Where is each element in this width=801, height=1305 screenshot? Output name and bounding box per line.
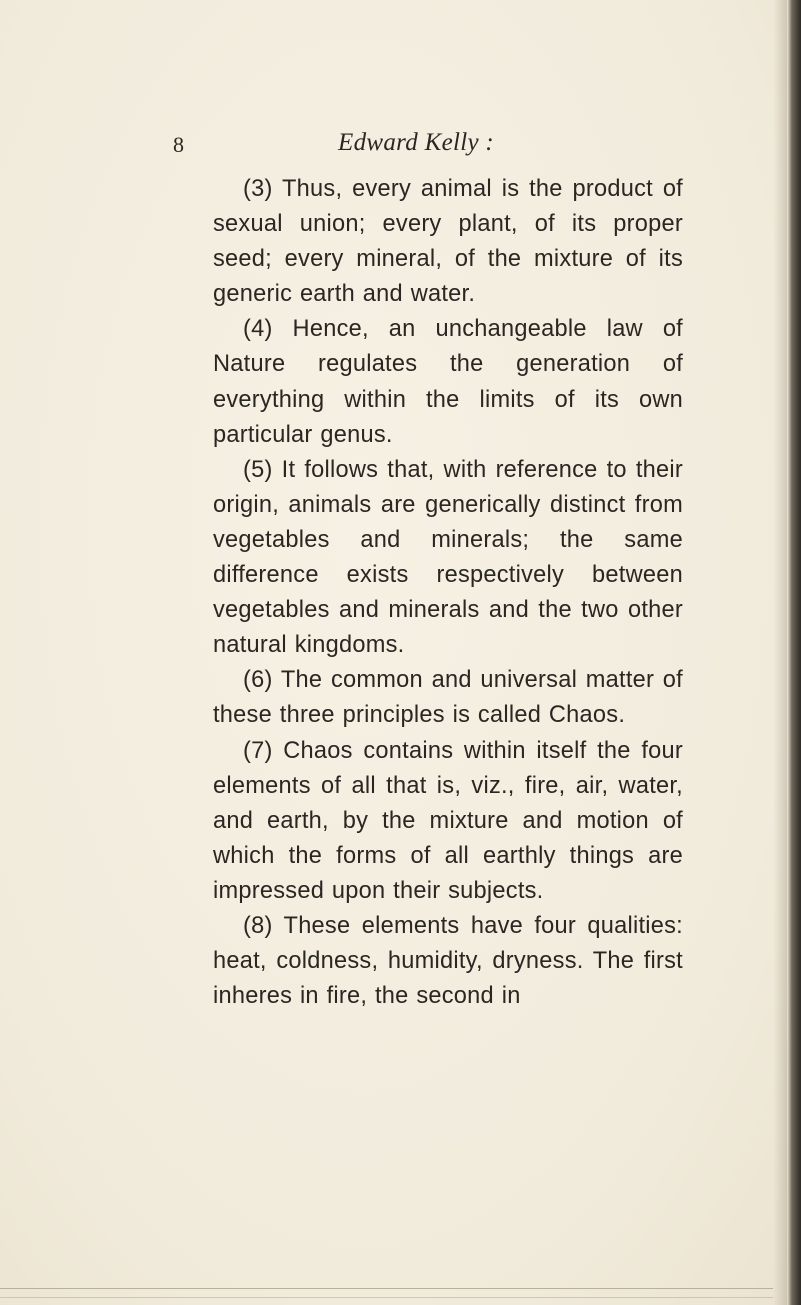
paragraph-6: (6) The common and universal matter of these three principles is called Chaos. bbox=[213, 667, 683, 729]
page-header bbox=[0, 127, 801, 167]
body-text bbox=[213, 172, 683, 1014]
paragraph-7: (7) Chaos contains within itself the four elements of all that is, viz., fire, air, water, and earth, by the mixture and motion of which the forms of all earthly things are impressed upon their subjects. bbox=[213, 737, 683, 904]
page-edge bbox=[787, 0, 801, 1305]
page-bottom-rule bbox=[0, 1288, 773, 1289]
running-head: Edward Kelly : bbox=[338, 129, 495, 156]
page-binding-shadow bbox=[773, 0, 787, 1305]
paragraph-3: (3) Thus, every animal is the product of sexual union; every plant, of its proper seed; every mineral, of the mixture of its generic earth and water. bbox=[213, 176, 683, 308]
page-bottom-rule-2 bbox=[0, 1297, 773, 1298]
paragraph-8: (8) These elements have four qualities: heat, coldness, humidity, dryness. The first inheres in fire, the second in bbox=[213, 912, 683, 1010]
page-number: 8 bbox=[173, 132, 184, 157]
paragraph-5: (5) It follows that, with reference to their origin, animals are generically distinct from vegetables and minerals; the same difference exists respectively between vegetables and minerals and the two other natural kingdoms. bbox=[213, 456, 683, 659]
paragraph-4: (4) Hence, an unchangeable law of Nature regulates the generation of everything within the limits of its own particular genus. bbox=[213, 316, 683, 448]
